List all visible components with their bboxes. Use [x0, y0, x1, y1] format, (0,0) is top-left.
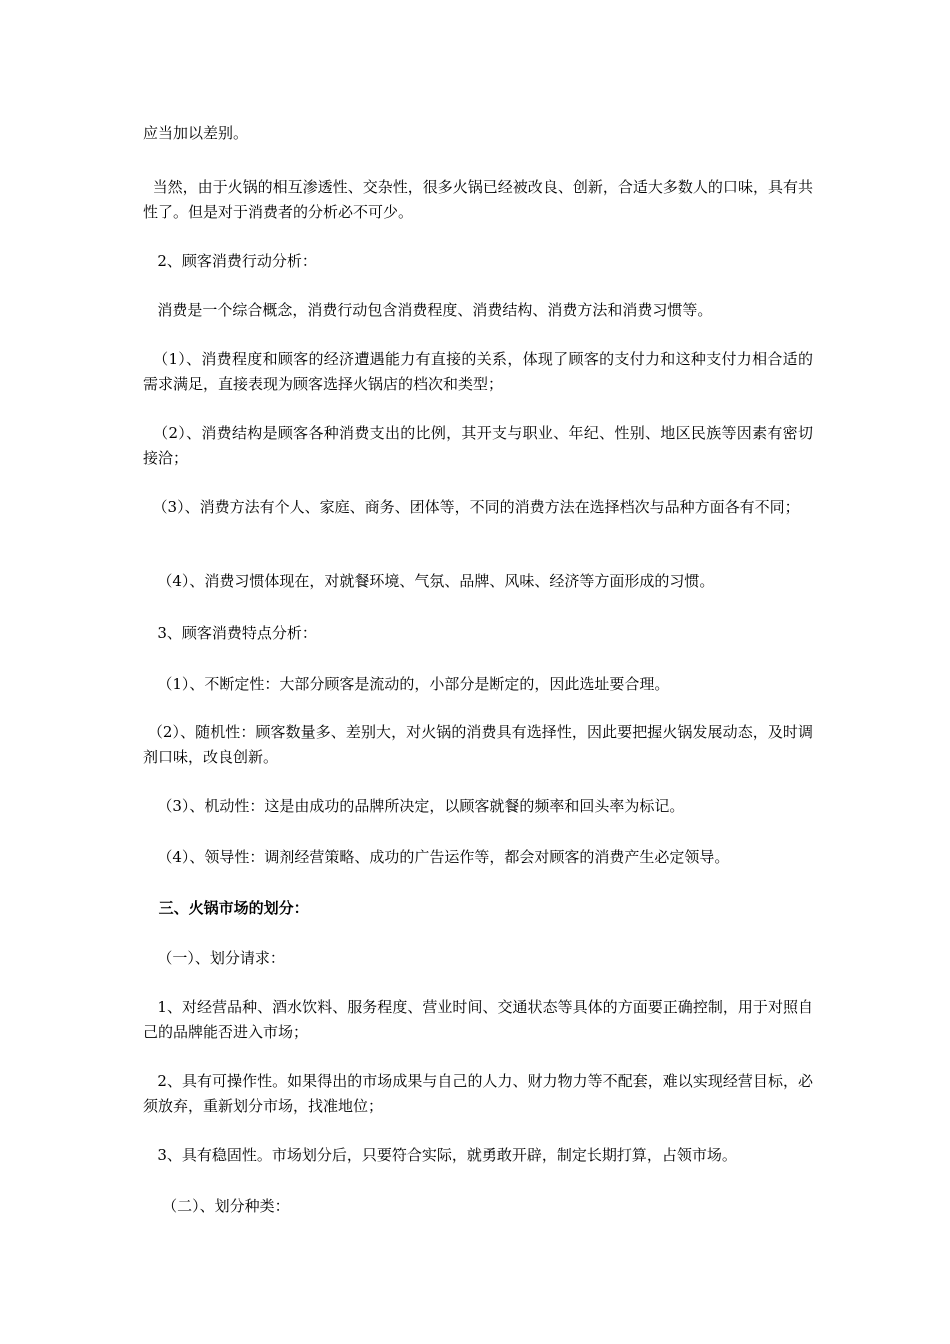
paragraph-9-heading: 3、顾客消费特点分析：: [143, 624, 317, 642]
paragraph-15-heading: （一）、划分请求：: [143, 949, 285, 967]
paragraph-17: 2、具有可操作性。如果得出的市场成果与自己的人力、财力物力等不配套，难以实现经营目标，必须放弃，重新划分市场，找准地位；: [143, 1072, 813, 1115]
paragraph-2: 当然，由于火锅的相互渗透性、交杂性，很多火锅已经被改良、创新，合适大多数人的口味，具有共性了。但是对于消费者的分析必不可少。: [143, 178, 813, 221]
section-heading-3: 三、火锅市场的划分：: [143, 899, 309, 917]
paragraph-6: （2）、消费结构是顾客各种消费支出的比例，其开支与职业、年纪、性别、地区民族等因素有密切接洽；: [143, 424, 813, 467]
paragraph-5: （1）、消费程度和顾客的经济遭遇能力有直接的关系，体现了顾客的支付力和这种支付力相合适的需求满足，直接表现为顾客选择火锅店的档次和类型；: [143, 350, 813, 393]
paragraph-8: （4）、消费习惯体现在，对就餐环境、气氛、品牌、风味、经济等方面形成的习惯。: [143, 572, 715, 590]
paragraph-19-heading: （二）、划分种类：: [143, 1197, 290, 1215]
paragraph-12: （3）、机动性：这是由成功的品牌所决定，以顾客就餐的频率和回头率为标记。: [143, 797, 685, 815]
paragraph-1: 应当加以差别。: [143, 124, 249, 142]
paragraph-4: 消费是一个综合概念，消费行动包含消费程度、消费结构、消费方法和消费习惯等。: [143, 301, 713, 319]
paragraph-10: （1）、不断定性：大部分顾客是流动的，小部分是断定的，因此选址要合理。: [143, 675, 670, 693]
paragraph-16: 1、对经营品种、酒水饮料、服务程度、营业时间、交通状态等具体的方面要正确控制，用于对照自己的品牌能否进入市场；: [143, 998, 813, 1041]
paragraph-13: （4）、领导性：调剂经营策略、成功的广告运作等，都会对顾客的消费产生必定领导。: [143, 848, 730, 866]
paragraph-11: （2）、随机性：顾客数量多、差别大，对火锅的消费具有选择性，因此要把握火锅发展动态，及时调剂口味，改良创新。: [143, 723, 813, 766]
paragraph-7: （3）、消费方法有个人、家庭、商务、团体等，不同的消费方法在选择档次与品种方面各有不同；: [143, 498, 800, 516]
paragraph-18: 3、具有稳固性。市场划分后，只要符合实际，就勇敢开辟，制定长期打算，占领市场。: [143, 1146, 737, 1164]
paragraph-3-heading: 2、顾客消费行动分析：: [143, 252, 317, 270]
